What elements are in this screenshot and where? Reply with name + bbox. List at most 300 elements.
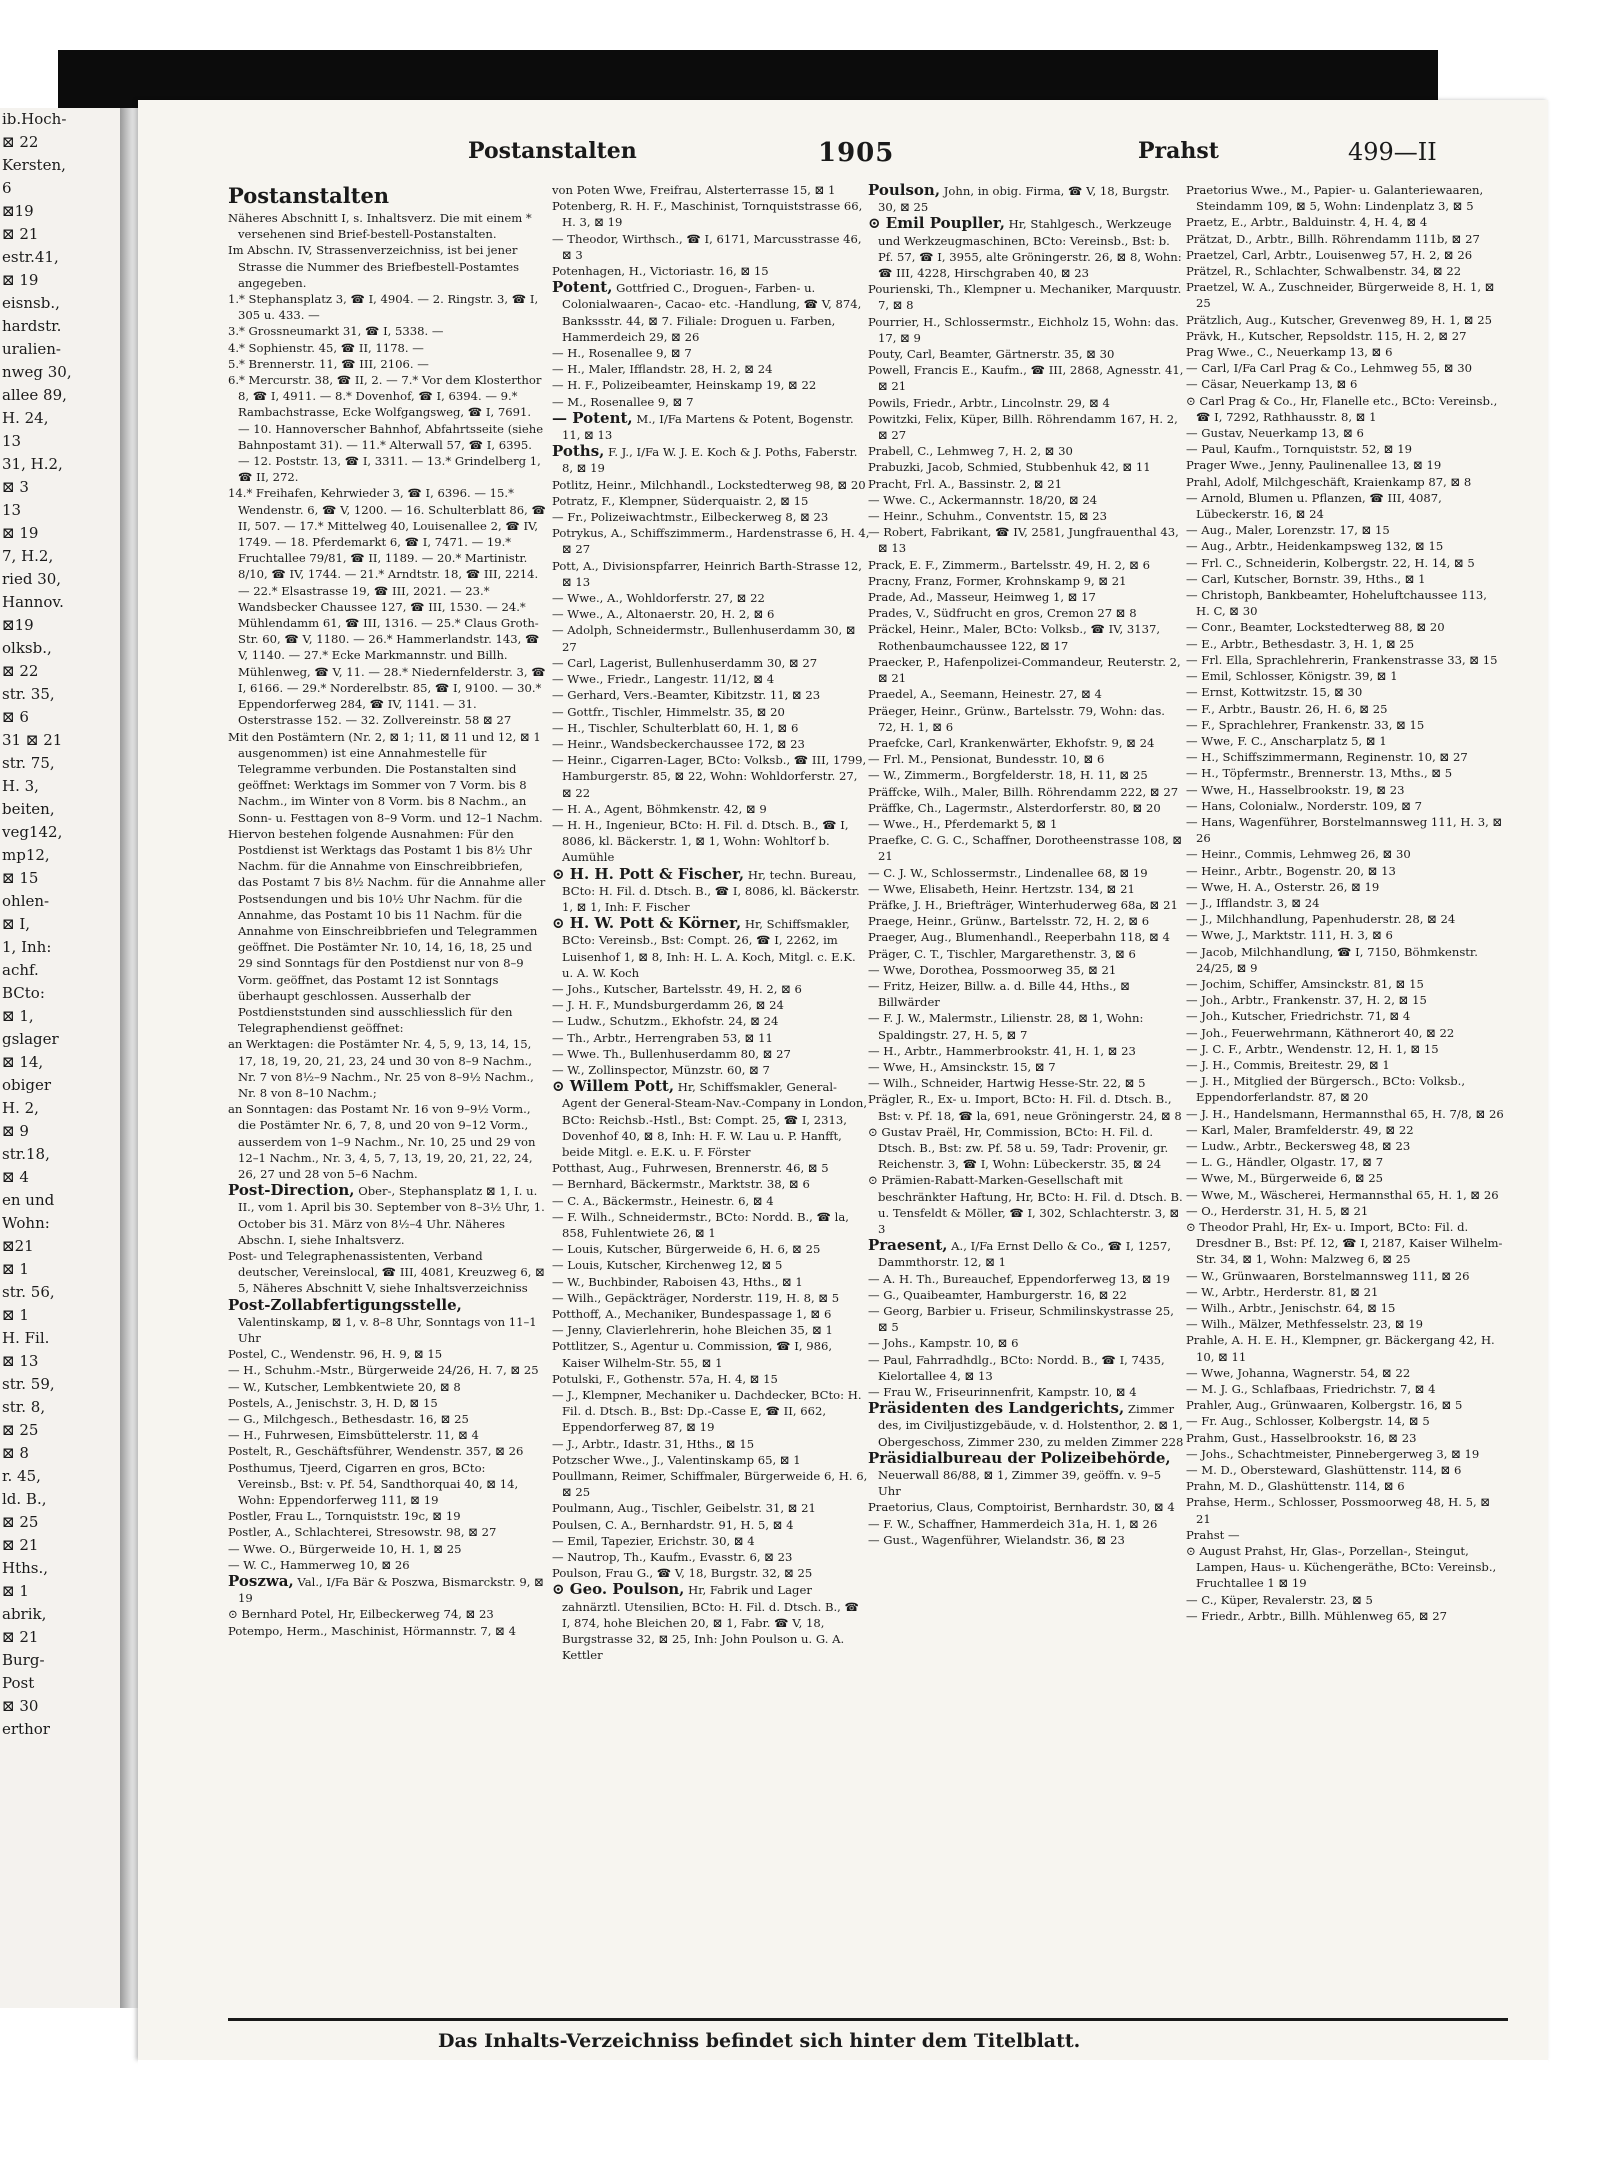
directory-entry: — F., Arbtr., Baustr. 26, H. 6, ⊠ 25 — [1186, 701, 1388, 716]
directory-entry: — Hans, Colonialw., Norderstr. 109, ⊠ 7 — [1186, 798, 1423, 813]
directory-entry: — A. H. Th., Bureauchef, Eppendorferweg 13, ⊠ 19 — [868, 1271, 1171, 1286]
directory-entry: 1.* Stephansplatz 3, ☎ I, 4904. — 2. Ringstr. 3, ☎ I, 305 u. 433. — — [228, 292, 539, 323]
directory-entry: — Heinr., Schuhm., Conventstr. 15, ⊠ 23 — [868, 509, 1108, 524]
strip-fragment: 13 — [2, 501, 22, 519]
directory-entry: — Wwe, H., Amsinckstr. 15, ⊠ 7 — [868, 1059, 1056, 1074]
directory-entry: Powils, Friedr., Arbtr., Lincolnstr. 29, ⊠ 4 — [868, 395, 1110, 410]
directory-entry: — Christoph, Bankbeamter, Hoheluftchaussee 113, H. C, ⊠ 30 — [1186, 588, 1487, 619]
strip-fragment: ⊠ 22 — [2, 133, 39, 151]
directory-entry: — Wwe, Dorothea, Possmoorweg 35, ⊠ 21 — [868, 962, 1117, 977]
directory-entry: Poszwa, Val., I/Fa Bär & Poszwa, Bismarckstr. 9, ⊠ 19 — [228, 1572, 544, 1606]
strip-fragment: estr.41, — [2, 248, 59, 266]
directory-entry: — F. W., Schaffner, Hammerdeich 31a, H. 1, ⊠ 26 — [868, 1516, 1158, 1531]
directory-entry: — Wwe, Johanna, Wagnerstr. 54, ⊠ 22 — [1186, 1365, 1411, 1380]
directory-entry: Potenhagen, H., Victoriastr. 16, ⊠ 15 — [552, 264, 769, 279]
strip-fragment: 6 — [2, 179, 12, 197]
directory-entry: Poths, F. J., I/Fa W. J. E. Koch & J. Poths, Faberstr. 8, ⊠ 19 — [552, 442, 858, 476]
column-3 — [868, 182, 1186, 2012]
directory-entry: Präffcke, Wilh., Maler, Billh. Röhrendamm 222, ⊠ 27 — [868, 784, 1179, 799]
strip-fragment: str. 8, — [2, 1398, 46, 1416]
strip-fragment: Post — [2, 1674, 35, 1692]
directory-entry: — Jochim, Schiffer, Amsinckstr. 81, ⊠ 15 — [1186, 976, 1424, 991]
directory-entry: — H., Tischler, Schulterblatt 60, H. 1, ⊠ 6 — [552, 720, 799, 735]
directory-entry: — J. H., Commis, Breitestr. 29, ⊠ 1 — [1186, 1057, 1390, 1072]
directory-entry: — J., Ifflandstr. 3, ⊠ 24 — [1186, 895, 1320, 910]
directory-entry: — Gust., Wagenführer, Wielandstr. 36, ⊠ 23 — [868, 1532, 1125, 1547]
directory-entry: — H. F., Polizeibeamter, Heinskamp 19, ⊠ 22 — [552, 378, 817, 393]
directory-entry: ⊙ Geo. Poulson, Hr, Fabrik und Lager zahnärztl. Utensilien, BCto: H. Fil. d. Dtsch. B., ☎ I, 874, hohe Bleichen 20, ⊠ 1, Fabr. ☎ V, 18, Burgstrasse 32, ⊠ 25, Inh: John Poulson u. G. A. Kettler — [552, 1580, 859, 1663]
strip-fragment: ld. B., — [2, 1490, 47, 1508]
strip-fragment: ⊠ 30 — [2, 1697, 39, 1715]
directory-entry: Prag Wwe., C., Neuerkamp 13, ⊠ 6 — [1186, 345, 1393, 360]
directory-entry: — Carl, Kutscher, Bornstr. 39, Hths., ⊠ 1 — [1186, 571, 1426, 586]
strip-fragment: olksb., — [2, 639, 52, 657]
directory-entry: — Wwe, F. C., Anscharplatz 5, ⊠ 1 — [1186, 733, 1387, 748]
directory-entry: — Karl, Maler, Bramfelderstr. 49, ⊠ 22 — [1186, 1122, 1414, 1137]
directory-entry: — Fritz, Heizer, Billw. a. d. Bille 44, Hths., ⊠ Billwärder — [868, 978, 1130, 1010]
directory-entry: Postel, C., Wendenstr. 96, H. 9, ⊠ 15 — [228, 1347, 443, 1362]
bottom-rule — [228, 2018, 1508, 2021]
directory-entry: — Jacob, Milchhandlung, ☎ I, 7150, Böhmkenstr. 24/25, ⊠ 9 — [1186, 944, 1478, 975]
directory-entry: Prätzlich, Aug., Kutscher, Grevenweg 89, H. 1, ⊠ 25 — [1186, 312, 1492, 327]
directory-entry: — Wilh., Schneider, Hartwig Hesse-Str. 22, ⊠ 5 — [868, 1076, 1146, 1091]
strip-fragment: str. 35, — [2, 685, 55, 703]
running-head-right: Prahst — [1138, 138, 1219, 164]
directory-entry: — Carl, I/Fa Carl Prag & Co., Lehmweg 55, ⊠ 30 — [1186, 361, 1472, 376]
strip-fragment: 31 ⊠ 21 — [2, 731, 63, 749]
directory-entry: Prabuzki, Jacob, Schmied, Stubbenhuk 42, ⊠ 11 — [868, 460, 1151, 475]
directory-entry: Prävk, H., Kutscher, Repsoldstr. 115, H. 2, ⊠ 27 — [1186, 328, 1467, 343]
strip-fragment: allee 89, — [2, 386, 67, 404]
directory-entry: — Wwe, J., Marktstr. 111, H. 3, ⊠ 6 — [1186, 928, 1393, 943]
directory-entry: — C. A., Bäckermstr., Heinestr. 6, ⊠ 4 — [552, 1193, 774, 1208]
directory-entry: — Johs., Schachtmeister, Pinnebergerweg 3, ⊠ 19 — [1186, 1446, 1480, 1461]
directory-entry: — Louis, Kutscher, Bürgerweide 6, H. 6, ⊠ 25 — [552, 1242, 821, 1257]
directory-entry: Pourrier, H., Schlossermstr., Eichholz 15, Wohn: das. 17, ⊠ 9 — [868, 314, 1179, 345]
directory-entry: Poulmann, Aug., Tischler, Geibelstr. 31, ⊠ 21 — [552, 1501, 816, 1516]
directory-entry: Prahse, Herm., Schlosser, Possmoorweg 48, H. 5, ⊠ 21 — [1186, 1495, 1491, 1526]
directory-entry: Praesent, A., I/Fa Ernst Dello & Co., ☎ I, 1257, Dammthorstr. 12, ⊠ 1 — [868, 1236, 1171, 1270]
directory-entry: — Robert, Fabrikant, ☎ IV, 2581, Jungfrauenthal 43, ⊠ 13 — [868, 525, 1179, 556]
directory-entry: — E., Arbtr., Bethesdastr. 3, H. 1, ⊠ 25 — [1186, 636, 1415, 651]
directory-entry: Präffke, Ch., Lagermstr., Alsterdorferstr. 80, ⊠ 20 — [868, 800, 1161, 815]
directory-entry: an Werktagen: die Postämter Nr. 4, 5, 9, 13, 14, 15, 17, 18, 19, 20, 21, 23, 24 und 30 von 8–9 Nachm., Nr. 7 von 8½–9 Nachm., Nr. 25 von 8–9½ Nachm., Nr. 8 von 8–10 Nachm.; — [228, 1037, 534, 1100]
directory-entry: — H., Töpfermstr., Brennerstr. 13, Mths., ⊠ 5 — [1186, 766, 1453, 781]
directory-entry: — Paul, Kaufm., Tornquiststr. 52, ⊠ 19 — [1186, 442, 1412, 457]
directory-entry: Praetorius Wwe., M., Papier- u. Galanteriewaaren, Steindamm 109, ⊠ 5, Wohn: Lindenplatz 3, ⊠ 5 — [1186, 183, 1484, 214]
directory-entry: an Sonntagen: das Postamt Nr. 16 von 9–9½ Vorm., die Postämter Nr. 6, 7, 8, und 20 von 9–12 Vorm., ausserdem von 1–9 Nachm., Nr. 10, 25 und 29 von 12–1 Nachm., Nr. 3, 4, 5, 7, 13, 19, 20, 21, 22, 24, 26, 27 und 28 von 5–6 Nachm. — [228, 1102, 536, 1181]
directory-entry: — Emil, Schlosser, Königstr. 39, ⊠ 1 — [1186, 669, 1398, 684]
directory-entry: — L. G., Händler, Olgastr. 17, ⊠ 7 — [1186, 1155, 1384, 1170]
running-head-year: 1905 — [818, 138, 895, 168]
directory-entry: — Wilh., Gepäckträger, Norderstr. 119, H. 8, ⊠ 5 — [552, 1290, 840, 1305]
directory-entry: Prager Wwe., Jenny, Paulinenallee 13, ⊠ 19 — [1186, 458, 1442, 473]
directory-entry: Praecker, P., Hafenpolizei-Commandeur, Reuterstr. 2, ⊠ 21 — [868, 654, 1181, 686]
directory-entry: Postels, A., Jenischstr. 3, H. D, ⊠ 15 — [228, 1395, 438, 1410]
directory-entry: Postler, A., Schlachterei, Stresowstr. 98, ⊠ 27 — [228, 1525, 497, 1540]
directory-entry: — J. H., Handelsmann, Hermannsthal 65, H. 7/8, ⊠ 26 — [1186, 1106, 1504, 1121]
directory-entry: — Louis, Kutscher, Kirchenweg 12, ⊠ 5 — [552, 1258, 783, 1273]
strip-fragment: 31, H.2, — [2, 455, 63, 473]
directory-entry: — Nautrop, Th., Kaufm., Evasstr. 6, ⊠ 23 — [552, 1550, 793, 1565]
directory-entry: — H., Schiffszimmermann, Reginenstr. 10, ⊠ 27 — [1186, 750, 1468, 765]
strip-fragment: ⊠ 1 — [2, 1582, 29, 1600]
directory-entry: — Frau W., Friseurinnenfrit, Kampstr. 10, ⊠ 4 — [868, 1385, 1137, 1400]
strip-fragment: ⊠ 21 — [2, 225, 39, 243]
directory-entry: — Fr., Polizeiwachtmstr., Eilbeckerweg 8, ⊠ 23 — [552, 510, 829, 525]
directory-entry: Potempo, Herm., Maschinist, Hörmannstr. 7, ⊠ 4 — [228, 1623, 516, 1638]
directory-entry: — Arnold, Blumen u. Pflanzen, ☎ III, 4087, Lübeckerstr. 16, ⊠ 24 — [1186, 490, 1442, 522]
directory-entry: — Wwe., A., Altonaerstr. 20, H. 2, ⊠ 6 — [552, 607, 775, 622]
strip-fragment: ⊠21 — [2, 1237, 34, 1255]
directory-entry: — Th., Arbtr., Herrengraben 53, ⊠ 11 — [552, 1030, 773, 1045]
directory-entry: — H., Schuhm.-Mstr., Bürgerweide 24/26, H. 7, ⊠ 25 — [228, 1363, 539, 1378]
directory-entry: Poulsen, C. A., Bernhardstr. 91, H. 5, ⊠ 4 — [552, 1517, 794, 1532]
strip-fragment: veg142, — [2, 823, 63, 841]
strip-fragment: ⊠ 6 — [2, 708, 29, 726]
directory-entry: Post-Zollabfertigungsstelle, Valentinskamp, ⊠ 1, v. 8–8 Uhr, Sonntags von 11–1 Uhr — [228, 1295, 537, 1346]
directory-entry: Potthast, Aug., Fuhrwesen, Brennerstr. 46, ⊠ 5 — [552, 1161, 829, 1176]
directory-entry: Praefcke, Carl, Krankenwärter, Ekhofstr. 9, ⊠ 24 — [868, 735, 1155, 750]
directory-entry: Potulski, F., Gothenstr. 57a, H. 4, ⊠ 15 — [552, 1371, 778, 1386]
directory-entry: — Wilh., Arbtr., Jenischstr. 64, ⊠ 15 — [1186, 1301, 1396, 1316]
strip-fragment: ⊠ 4 — [2, 1168, 29, 1186]
directory-entry: — Heinr., Cigarren-Lager, BCto: Volksb., ☎ III, 1799, Hamburgerstr. 85, ⊠ 22, Wohn: Wohldorferstr. 27, ⊠ 22 — [552, 753, 867, 800]
directory-entry: ⊙ H. H. Pott & Fischer, Hr, techn. Bureau, BCto: H. Fil. d. Dtsch. B., ☎ I, 8086, kl. Bäckerstr. 1, ⊠ 1, Inh: F. Fischer — [552, 864, 860, 914]
strip-fragment: ⊠ 19 — [2, 271, 39, 289]
directory-entry: Prabell, C., Lehmweg 7, H. 2, ⊠ 30 — [868, 444, 1073, 459]
page-number: 499—II — [1348, 138, 1437, 166]
directory-entry: — Johs., Kampstr. 10, ⊠ 6 — [868, 1336, 1019, 1351]
directory-entry: — Aug., Maler, Lorenzstr. 17, ⊠ 15 — [1186, 523, 1390, 538]
strip-fragment: ⊠ 14, — [2, 1053, 44, 1071]
directory-entry: Pourienski, Th., Klempner u. Mechaniker, Marquustr. 7, ⊠ 8 — [868, 282, 1182, 313]
directory-entry: Pracht, Frl. A., Bassinstr. 2, ⊠ 21 — [868, 476, 1062, 491]
directory-entry: Mit den Postämtern (Nr. 2, ⊠ 1; 11, ⊠ 11 und 12, ⊠ 1 ausgenommen) ist eine Annahmestelle für Telegramme verbunden. Die Postanstalten sind geöffnet: Werktags im Sommer von 7 Vorm. bis 8 Nachm., im Winter von 8 Vorm. bis 8 Nachm., an Sonn- u. Festtagen von 8–9 Vorm. und 12–1 Nachm. — [228, 729, 543, 825]
directory-entry: Posthumus, Tjeerd, Cigarren en gros, BCto: Vereinsb., Bst: v. Pf. 54, Sandthorquai 40, ⊠ 14, Wohn: Eppendorferweg 111, ⊠ 19 — [228, 1460, 519, 1508]
strip-fragment: ⊠ 25 — [2, 1513, 39, 1531]
directory-entry: — Adolph, Schneidermstr., Bullenhuserdamm 30, ⊠ 27 — [552, 623, 856, 654]
directory-entry: Potrykus, A., Schiffszimmerm., Hardenstrasse 6, H. 4, ⊠ 27 — [552, 526, 870, 557]
strip-fragment: Kersten, — [2, 156, 66, 174]
directory-entry: 3.* Grossneumarkt 31, ☎ I, 5338. — — [228, 324, 444, 339]
directory-entry: — H., Arbtr., Hammerbrookstr. 41, H. 1, ⊠ 23 — [868, 1043, 1136, 1058]
strip-fragment: gslager — [2, 1030, 59, 1048]
directory-entry: Powell, Francis E., Kaufm., ☎ III, 2868, Agnesstr. 41, ⊠ 21 — [868, 363, 1184, 394]
directory-entry: ⊙ Carl Prag & Co., Hr, Flanelle etc., BCto: Vereinsb., ☎ I, 7292, Rathhausstr. 8, ⊠ 1 — [1186, 393, 1498, 424]
strip-fragment: str. 75, — [2, 754, 55, 772]
strip-fragment: ⊠ 1 — [2, 1260, 29, 1278]
directory-entry: ⊙ Theodor Prahl, Hr, Ex- u. Import, BCto: Fil. d. Dresdner B., Bst: Pf. 12, ☎ I, 2187, Kaiser Wilhelm-Str. 34, ⊠ 1, Wohn: Malzweg 6, ⊠ 25 — [1186, 1220, 1503, 1267]
directory-entry: — W., Kutscher, Lembkentwiete 20, ⊠ 8 — [228, 1379, 461, 1394]
directory-entry: 4.* Sophienstr. 45, ☎ II, 1178. — — [228, 340, 424, 355]
directory-entry: Potzscher Wwe., J., Valentinskamp 65, ⊠ 1 — [552, 1452, 801, 1467]
strip-fragment: Burg- — [2, 1651, 45, 1669]
running-head-left: Postanstalten — [468, 138, 637, 164]
strip-fragment: str.18, — [2, 1145, 50, 1163]
strip-fragment: ⊠ 8 — [2, 1444, 29, 1462]
directory-entry: — Frl. M., Pensionat, Bundesstr. 10, ⊠ 6 — [868, 752, 1105, 767]
strip-fragment: 7, H.2, — [2, 547, 54, 565]
directory-entry: — Heinr., Arbtr., Bogenstr. 20, ⊠ 13 — [1186, 863, 1396, 878]
directory-entry: — Carl, Lagerist, Bullenhuserdamm 30, ⊠ 27 — [552, 655, 818, 670]
directory-entry: — Wwe. O., Bürgerweide 10, H. 1, ⊠ 25 — [228, 1541, 462, 1556]
strip-fragment: Hths., — [2, 1559, 49, 1577]
directory-entry: — W., Buchbinder, Raboisen 43, Hths., ⊠ 1 — [552, 1274, 803, 1289]
strip-fragment: achf. — [2, 961, 39, 979]
directory-entry: — F., Sprachlehrer, Frankenstr. 33, ⊠ 15 — [1186, 717, 1425, 732]
directory-entry: — Bernhard, Bäckermstr., Marktstr. 38, ⊠ 6 — [552, 1177, 810, 1192]
directory-entry: Postler, Frau L., Tornquiststr. 19c, ⊠ 19 — [228, 1509, 461, 1524]
directory-entry: — Joh., Kutscher, Friedrichstr. 71, ⊠ 4 — [1186, 1009, 1411, 1024]
directory-entry: — W., Arbtr., Herderstr. 81, ⊠ 21 — [1186, 1284, 1379, 1299]
directory-entry: Poulson, Frau G., ☎ V, 18, Burgstr. 32, ⊠ 25 — [552, 1566, 813, 1581]
strip-fragment: abrik, — [2, 1605, 47, 1623]
strip-fragment: Wohn: — [2, 1214, 50, 1232]
directory-entry: ⊙ Prämien-Rabatt-Marken-Gesellschaft mit beschränkter Haftung, Hr, BCto: H. Fil. d. Dtsch. B. u. Tensfeldt & Möller, ☎ I, 302, Schlachterstr. 3, ⊠ 3 — [868, 1173, 1183, 1236]
directory-entry: — Joh., Arbtr., Frankenstr. 37, H. 2, ⊠ 15 — [1186, 993, 1427, 1008]
directory-entry: Präfke, J. H., Briefträger, Winterhuderweg 68a, ⊠ 21 — [868, 897, 1178, 912]
directory-entry: Prätzel, R., Schlachter, Schwalbenstr. 34, ⊠ 22 — [1186, 264, 1462, 279]
directory-entry: — Wwe, H., Hasselbrookstr. 19, ⊠ 23 — [1186, 782, 1405, 797]
strip-fragment: beiten, — [2, 800, 55, 818]
directory-entry: Potlitz, Heinr., Milchhandl., Lockstedterweg 98, ⊠ 20 — [552, 477, 866, 492]
strip-fragment: ⊠ 1 — [2, 1306, 29, 1324]
directory-entry: — Wwe. C., Ackermannstr. 18/20, ⊠ 24 — [868, 492, 1098, 507]
section-heading: Postanstalten — [228, 183, 390, 208]
strip-fragment: str. 59, — [2, 1375, 55, 1393]
directory-entry: — Johs., Kutscher, Bartelsstr. 49, H. 2, ⊠ 6 — [552, 981, 802, 996]
strip-fragment: en und — [2, 1191, 55, 1209]
directory-entry: — W., Zimmerm., Borgfelderstr. 18, H. 11, ⊠ 25 — [868, 768, 1148, 783]
directory-entry: — J., Klempner, Mechaniker u. Dachdecker, BCto: H. Fil. d. Dtsch. B., Bst: Dp.-Casse E, ☎ II, 662, Eppendorferweg 87, ⊠ 19 — [552, 1388, 862, 1435]
strip-fragment: uralien- — [2, 340, 61, 358]
directory-entry: Potenberg, R. H. F., Maschinist, Tornquiststrasse 66, H. 3, ⊠ 19 — [552, 199, 863, 230]
directory-entry: Präeger, Heinr., Grünw., Bartelsstr. 79, Wohn: das. 72, H. 1, ⊠ 6 — [868, 703, 1165, 734]
directory-entry: — Wwe., Friedr., Langestr. 11/12, ⊠ 4 — [552, 672, 775, 687]
directory-entry: Prägler, R., Ex- u. Import, BCto: H. Fil. d. Dtsch. B., Bst: v. Pf. 18, ☎ la, 691, neue Gröningerstr. 24, ⊠ 8 — [868, 1092, 1182, 1123]
strip-fragment: ⊠ 3 — [2, 478, 29, 496]
directory-entry: — Wwe, H. A., Osterstr. 26, ⊠ 19 — [1186, 879, 1380, 894]
directory-entry: — W. C., Hammerweg 10, ⊠ 26 — [228, 1557, 410, 1572]
directory-entry: von Poten Wwe, Freifrau, Alsterterrasse 15, ⊠ 1 — [552, 183, 836, 197]
directory-entry: — Conr., Beamter, Lockstedterweg 88, ⊠ 20 — [1186, 620, 1445, 635]
directory-entry: — G., Quaibeamter, Hamburgerstr. 16, ⊠ 22 — [868, 1287, 1127, 1302]
directory-entry: — G., Milchgesch., Bethesdastr. 16, ⊠ 25 — [228, 1412, 469, 1427]
directory-entry: — Ludw., Arbtr., Beckersweg 48, ⊠ 23 — [1186, 1138, 1411, 1153]
book-gutter — [120, 108, 138, 2008]
directory-entry: — Ernst, Kottwitzstr. 15, ⊠ 30 — [1186, 685, 1363, 700]
directory-entry: — Frl. Ella, Sprachlehrerin, Frankenstrasse 33, ⊠ 15 — [1186, 652, 1498, 667]
strip-fragment: Hannov. — [2, 593, 64, 611]
directory-entry: — H. H., Ingenieur, BCto: H. Fil. d. Dtsch. B., ☎ I, 8086, kl. Bäckerstr. 1, ⊠ 1, Wohn: Wohltorf b. Aumühle — [552, 817, 849, 865]
directory-entry: — Hans, Wagenführer, Borstelmannsweg 111, H. 3, ⊠ 26 — [1186, 814, 1503, 846]
directory-entry: — O., Herderstr. 31, H. 5, ⊠ 21 — [1186, 1203, 1369, 1218]
directory-entry: — Jenny, Clavierlehrerin, hohe Bleichen 35, ⊠ 1 — [552, 1323, 833, 1338]
directory-entry: 6.* Mercurstr. 38, ☎ II, 2. — 7.* Vor dem Klosterthor 8, ☎ I, 4911. — 8.* Dovenhof, ☎ I, 6394. — 9.* Rambachstrasse, Ecke Wolfgangsweg, ☎ I, 7691. — 10. Hannoverscher Bahnhof, Abfahrtsseite (siehe Bahnpostamt 31). — 11.* Alterwall 57, ☎ I, 6395. — 12. Poststr. 13, ☎ I, 3311. — 13.* Grindelberg 1, ☎ II, 272. — [228, 373, 544, 485]
directory-entry: — Wwe, Elisabeth, Heinr. Hertzstr. 134, ⊠ 21 — [868, 881, 1135, 896]
strip-fragment: ⊠ 22 — [2, 662, 39, 680]
column-1 — [228, 182, 546, 2012]
strip-fragment: ⊠ 21 — [2, 1536, 39, 1554]
strip-fragment: H. 2, — [2, 1099, 39, 1117]
strip-fragment: str. 56, — [2, 1283, 55, 1301]
strip-fragment: H. 3, — [2, 777, 39, 795]
directory-entry: — Frl. C., Schneiderin, Kolbergstr. 22, H. 14, ⊠ 5 — [1186, 555, 1475, 570]
directory-entry: — Heinr., Wandsbeckerchaussee 172, ⊠ 23 — [552, 736, 805, 751]
strip-fragment: ⊠ 13 — [2, 1352, 39, 1370]
directory-page — [138, 100, 1548, 2060]
directory-entry: Pracny, Franz, Former, Krohnskamp 9, ⊠ 21 — [868, 573, 1127, 588]
directory-entry: Post-Direction, Ober-, Stephansplatz ⊠ 1, I. u. II., vom 1. April bis 30. September von 8–3½ Uhr, 1. October bis 31. März von 8½–4 Uhr. Näheres Abschn. I, siehe Inhaltsverz. — [228, 1181, 545, 1247]
directory-entry: — J., Milchhandlung, Papenhuderstr. 28, ⊠ 24 — [1186, 912, 1456, 927]
strip-fragment: ib.Hoch- — [2, 110, 67, 128]
strip-fragment: ried 30, — [2, 570, 62, 588]
directory-entry: Prahler, Aug., Grünwaaren, Kolbergstr. 16, ⊠ 5 — [1186, 1398, 1463, 1413]
directory-entry: Pouty, Carl, Beamter, Gärtnerstr. 35, ⊠ 30 — [868, 347, 1115, 362]
directory-entry: Postelt, R., Geschäftsführer, Wendenstr. 357, ⊠ 26 — [228, 1444, 524, 1459]
directory-entry: Prahm, Gust., Hasselbrookstr. 16, ⊠ 23 — [1186, 1430, 1417, 1445]
directory-entry: — Cäsar, Neuerkamp 13, ⊠ 6 — [1186, 377, 1358, 392]
directory-entry: — Aug., Arbtr., Heidenkampsweg 132, ⊠ 15 — [1186, 539, 1444, 554]
strip-fragment: ⊠ 21 — [2, 1628, 39, 1646]
footer-notice: Das Inhalts-Verzeichniss befindet sich hinter dem Titelblatt. — [438, 2030, 1081, 2052]
strip-fragment: ⊠19 — [2, 616, 34, 634]
directory-entry: Praetzel, W. A., Zuschneider, Bürgerweide 8, H. 1, ⊠ 25 — [1186, 280, 1495, 311]
directory-entry: — Theodor, Wirthsch., ☎ I, 6171, Marcusstrasse 46, ⊠ 3 — [552, 231, 862, 262]
directory-entry: Post- und Telegraphenassistenten, Verband deutscher, Vereinslocal, ☎ III, 4081, Kreuzweg 6, ⊠ 5, Näheres Abschnitt V, siehe Inhaltsverzeichniss — [228, 1249, 545, 1296]
directory-entry: — F. Wilh., Schneidermstr., BCto: Nordd. B., ☎ la, 858, Fuhlentwiete 26, ⊠ 1 — [552, 1209, 849, 1240]
directory-entry: Prahle, A. H. E. H., Klempner, gr. Bäckergang 42, H. 10, ⊠ 11 — [1186, 1333, 1495, 1364]
directory-entry: — H. A., Agent, Böhmkenstr. 42, ⊠ 9 — [552, 801, 767, 816]
directory-entry: — M. D., Obersteward, Glashüttenstr. 114, ⊠ 6 — [1186, 1463, 1462, 1478]
directory-entry: Prahn, M. D., Glashüttenstr. 114, ⊠ 6 — [1186, 1479, 1405, 1494]
directory-entry: — Paul, Fahrradhdlg., BCto: Nordd. B., ☎ I, 7435, Kielortallee 4, ⊠ 13 — [868, 1352, 1165, 1383]
directory-entry: — Fr. Aug., Schlosser, Kolbergstr. 14, ⊠ 5 — [1186, 1414, 1430, 1429]
directory-entry: — J. C. F., Arbtr., Wendenstr. 12, H. 1, ⊠ 15 — [1186, 1041, 1439, 1056]
directory-entry: Prahl, Adolf, Milchgeschäft, Kraienkamp 87, ⊠ 8 — [1186, 474, 1472, 489]
directory-entry: — Wwe, M., Bürgerweide 6, ⊠ 25 — [1186, 1171, 1383, 1186]
directory-entry: Potthoff, A., Mechaniker, Bundespassage 1, ⊠ 6 — [552, 1307, 832, 1322]
directory-entry: Potratz, F., Klempner, Süderquaistr. 2, ⊠ 15 — [552, 493, 809, 508]
strip-fragment: BCto: — [2, 984, 45, 1002]
directory-entry: — Heinr., Commis, Lehmweg 26, ⊠ 30 — [1186, 847, 1411, 862]
strip-fragment: ⊠ 1, — [2, 1007, 34, 1025]
directory-entry: — Georg, Barbier u. Friseur, Schmilinskystrasse 25, ⊠ 5 — [868, 1304, 1174, 1335]
strip-fragment: H. 24, — [2, 409, 49, 427]
directory-entry: ⊙ Bernhard Potel, Hr, Eilbeckerweg 74, ⊠ 23 — [228, 1607, 494, 1622]
column-2 — [552, 182, 870, 2012]
strip-fragment: ⊠ 9 — [2, 1122, 29, 1140]
directory-entry: Poullmann, Reimer, Schiffmaler, Bürgerweide 6, H. 6, ⊠ 25 — [552, 1469, 868, 1500]
directory-entry: — H., Maler, Ifflandstr. 28, H. 2, ⊠ 24 — [552, 362, 773, 377]
directory-entry: — Emil, Tapezier, Erichstr. 30, ⊠ 4 — [552, 1533, 755, 1548]
directory-entry: — J. H., Mitglied der Bürgersch., BCto: Volksb., Eppendorferlandstr. 87, ⊠ 20 — [1186, 1074, 1466, 1105]
strip-fragment: 13 — [2, 432, 22, 450]
directory-entry: — C. J. W., Schlossermstr., Lindenallee 68, ⊠ 19 — [868, 865, 1148, 880]
directory-entry: Prack, E. F., Zimmerm., Bartelsstr. 49, H. 2, ⊠ 6 — [868, 557, 1151, 572]
directory-entry: — Wwe., A., Wohldorferstr. 27, ⊠ 22 — [552, 591, 765, 606]
strip-fragment: 1, Inh: — [2, 938, 52, 956]
directory-entry: — Wwe, M., Wäscherei, Hermannsthal 65, H. 1, ⊠ 26 — [1186, 1187, 1499, 1202]
running-head — [468, 138, 1528, 172]
directory-entry: — Gottfr., Tischler, Himmelstr. 35, ⊠ 20 — [552, 704, 785, 719]
directory-entry: — F. J. W., Malermstr., Lilienstr. 28, ⊠ 1, Wohn: Spaldingstr. 27, H. 5, ⊠ 7 — [868, 1011, 1144, 1042]
directory-entry: Im Abschn. IV, Strassenverzeichniss, ist bei jener Strasse die Nummer des Briefbestell-Postamtes angegeben. — [228, 243, 520, 290]
directory-entry: Prade, Ad., Masseur, Heimweg 1, ⊠ 17 — [868, 590, 1096, 605]
directory-entry: — J., Arbtr., Idastr. 31, Hths., ⊠ 15 — [552, 1436, 755, 1451]
directory-entry: ⊙ Emil Poupller, Hr, Stahlgesch., Werkzeuge und Werkzeugmaschinen, BCto: Vereinsb., Bst: b. Pf. 57, ☎ I, 3955, alte Gröningerstr. 26, ⊠ 8, Wohn: ☎ III, 4228, Hirschgraben 40, ⊠ 23 — [868, 214, 1182, 281]
strip-fragment: ⊠ 19 — [2, 524, 39, 542]
directory-entry: — Gerhard, Vers.-Beamter, Kibitzstr. 11, ⊠ 23 — [552, 688, 821, 703]
directory-entry: Prades, V., Südfrucht en gros, Cremon 27 ⊠ 8 — [868, 606, 1137, 621]
directory-entry: Praetzel, Carl, Arbtr., Louisenweg 57, H. 2, ⊠ 26 — [1186, 247, 1473, 262]
strip-fragment: hardstr. — [2, 317, 62, 335]
directory-entry: Poulson, John, in obig. Firma, ☎ V, 18, Burgstr. 30, ⊠ 25 — [868, 181, 1170, 215]
strip-fragment: r. 45, — [2, 1467, 41, 1485]
directory-entry: Hiervon bestehen folgende Ausnahmen: Für den Postdienst ist Werktags das Postamt 1 bis 8½ Uhr Nachm. für die Annahme von Einschreibbriefen, das Postamt 7 bis 8½ Nachm. für die Annahme aller Postsendungen und bis 10½ Uhr Nachm. für die Annahme, das Postamt 10 bis 11 Nachm. für die Annahme von Einschreibbriefen und Telegrammen geöffnet. Die Postämter Nr. 10, 14, 16, 18, 25 und 29 sind Sonntags für den Postdienst nur von 8–9 Vorm. geöffnet, das Postamt 12 ist Sonntags überhaupt geschlossen. Ausserhalb der Postdienststunden sind ausschliesslich für den Telegraphendienst geöffnet: — [228, 826, 546, 1036]
directory-entry: — Wwe. Th., Bullenhuserdamm 80, ⊠ 27 — [552, 1046, 791, 1061]
directory-entry: — Wilh., Mälzer, Methfesselstr. 23, ⊠ 19 — [1186, 1317, 1424, 1332]
strip-fragment: ⊠19 — [2, 202, 34, 220]
directory-entry: — M., Rosenallee 9, ⊠ 7 — [552, 394, 694, 409]
directory-entry: Prahst — — [1186, 1527, 1240, 1542]
directory-entry: — Joh., Feuerwehrmann, Käthnerort 40, ⊠ 22 — [1186, 1025, 1455, 1040]
directory-entry: Pottlitzer, S., Agentur u. Commission, ☎ I, 986, Kaiser Wilhelm-Str. 55, ⊠ 1 — [552, 1339, 833, 1370]
directory-entry: Praege, Heinr., Grünw., Bartelsstr. 72, H. 2, ⊠ 6 — [868, 914, 1150, 929]
strip-fragment: H. Fil. — [2, 1329, 50, 1347]
directory-entry: 14.* Freihafen, Kehrwieder 3, ☎ I, 6396. — 15.* Wendenstr. 6, ☎ V, 1200. — 16. Schulterblatt 86, ☎ II, 507. — 17.* Mittelweg 40, Louisenallee 2, ☎ IV, 1749. — 18. Pferdemarkt 6, ☎ I, 7471. — 19.* Fruchtallee 79/81, ☎ II, 1189. — 20.* Martinistr. 8/10, ☎ IV, 1744. — 21.* Arndtstr. 18, ☎ III, 2214. — 22.* Elsastrasse 19, ☎ III, 2021. — 23.* Wandsbecker Chaussee 127, ☎ III, 1530. — 24.* Mühlendamm 61, ☎ III, 1316. — 25.* Claus Groth-Str. 60, ☎ V, 1180. — 26.* Hammerlandstr. 143, ☎ V, 1140. — 27.* Ecke Markmannstr. und Billh. Mühlenweg, ☎ V, 11. — 28.* Niedernfelderstr. 3, ☎ I, 6166. — 29.* Norderelbstr. 85, ☎ I, 9100. — 30.* Eppendorferweg 284, ☎ IV, 1141. — 31. Osterstrasse 152. — 32. Zollvereinstr. 58 ⊠ 27 — [228, 486, 546, 728]
directory-entry: Praetz, E., Arbtr., Balduinstr. 4, H. 4, ⊠ 4 — [1186, 215, 1428, 230]
strip-fragment: ⊠ I, — [2, 915, 31, 933]
strip-fragment: obiger — [2, 1076, 52, 1094]
strip-fragment: nweg 30, — [2, 363, 72, 381]
directory-entry: Präger, C. T., Tischler, Margarethenstr. 3, ⊠ 6 — [868, 946, 1136, 961]
strip-fragment: mp12, — [2, 846, 50, 864]
directory-entry: — M. J. G., Schlafbaas, Friedrichstr. 7, ⊠ 4 — [1186, 1382, 1436, 1397]
directory-entry: Präckel, Heinr., Maler, BCto: Volksb., ☎ IV, 3137, Rothenbaumchaussee 122, ⊠ 17 — [868, 622, 1161, 653]
directory-entry: — H., Rosenallee 9, ⊠ 7 — [552, 346, 692, 361]
directory-entry: — Wwe., H., Pferdemarkt 5, ⊠ 1 — [868, 816, 1058, 831]
directory-entry: 5.* Brennerstr. 11, ☎ III, 2106. — — [228, 356, 429, 371]
column-4 — [1186, 182, 1504, 2012]
previous-page-strip — [0, 108, 120, 2008]
directory-entry: ⊙ August Prahst, Hr, Glas-, Porzellan-, Steingut, Lampen, Haus- u. Küchengeräthe, BCto: Vereinsb., Fruchtallee 1 ⊠ 19 — [1186, 1544, 1497, 1591]
directory-entry: Präsidialbureau der Polizeibehörde, Neuerwall 86/88, ⊠ 1, Zimmer 39, geöffn. v. 9–5 Uhr — [868, 1448, 1171, 1499]
strip-fragment: ⊠ 15 — [2, 869, 39, 887]
directory-entry: — Friedr., Arbtr., Billh. Mühlenweg 65, ⊠ 27 — [1186, 1608, 1447, 1623]
directory-entry: — H., Fuhrwesen, Eimsbüttelerstr. 11, ⊠ 4 — [228, 1428, 479, 1443]
directory-entry: — W., Zollinspector, Münzstr. 60, ⊠ 7 — [552, 1062, 770, 1077]
directory-entry: Prätzat, D., Arbtr., Billh. Röhrendamm 111b, ⊠ 27 — [1186, 231, 1480, 246]
strip-fragment: ⊠ 25 — [2, 1421, 39, 1439]
directory-entry: — Ludw., Schutzm., Ekhofstr. 24, ⊠ 24 — [552, 1014, 779, 1029]
directory-entry: Pott, A., Divisionspfarrer, Heinrich Barth-Strasse 12, ⊠ 13 — [552, 558, 862, 589]
strip-fragment: ohlen- — [2, 892, 50, 910]
directory-entry: Praefke, C. G. C., Schaffner, Dorotheenstrasse 108, ⊠ 21 — [868, 833, 1183, 864]
directory-entry: — Potent, M., I/Fa Martens & Potent, Bogenstr. 11, ⊠ 13 — [552, 408, 854, 443]
directory-entry: — W., Grünwaaren, Borstelmannsweg 111, ⊠ 26 — [1186, 1268, 1470, 1283]
directory-entry: Powitzki, Felix, Küper, Billh. Röhrendamm 167, H. 2, ⊠ 27 — [868, 411, 1178, 443]
directory-entry: Praedel, A., Seemann, Heinestr. 27, ⊠ 4 — [868, 687, 1102, 702]
directory-entry: — J. H. F., Mundsburgerdamm 26, ⊠ 24 — [552, 998, 784, 1013]
scan-bottom-margin — [138, 2060, 1548, 2177]
strip-fragment: eisnsb., — [2, 294, 60, 312]
strip-fragment: erthor — [2, 1720, 50, 1738]
directory-entry: Praeger, Aug., Blumenhandl., Reeperbahn 118, ⊠ 4 — [868, 930, 1170, 945]
directory-entry: Präsidenten des Landgerichts, Zimmer des, im Civiljustizgebäude, v. d. Holstenthor, 2. ⊠ 1, Obergeschoss, Zimmer 230, zu melden Zimmer 228 — [868, 1399, 1184, 1449]
directory-entry: — C., Küper, Revalerstr. 23, ⊠ 5 — [1186, 1592, 1373, 1607]
